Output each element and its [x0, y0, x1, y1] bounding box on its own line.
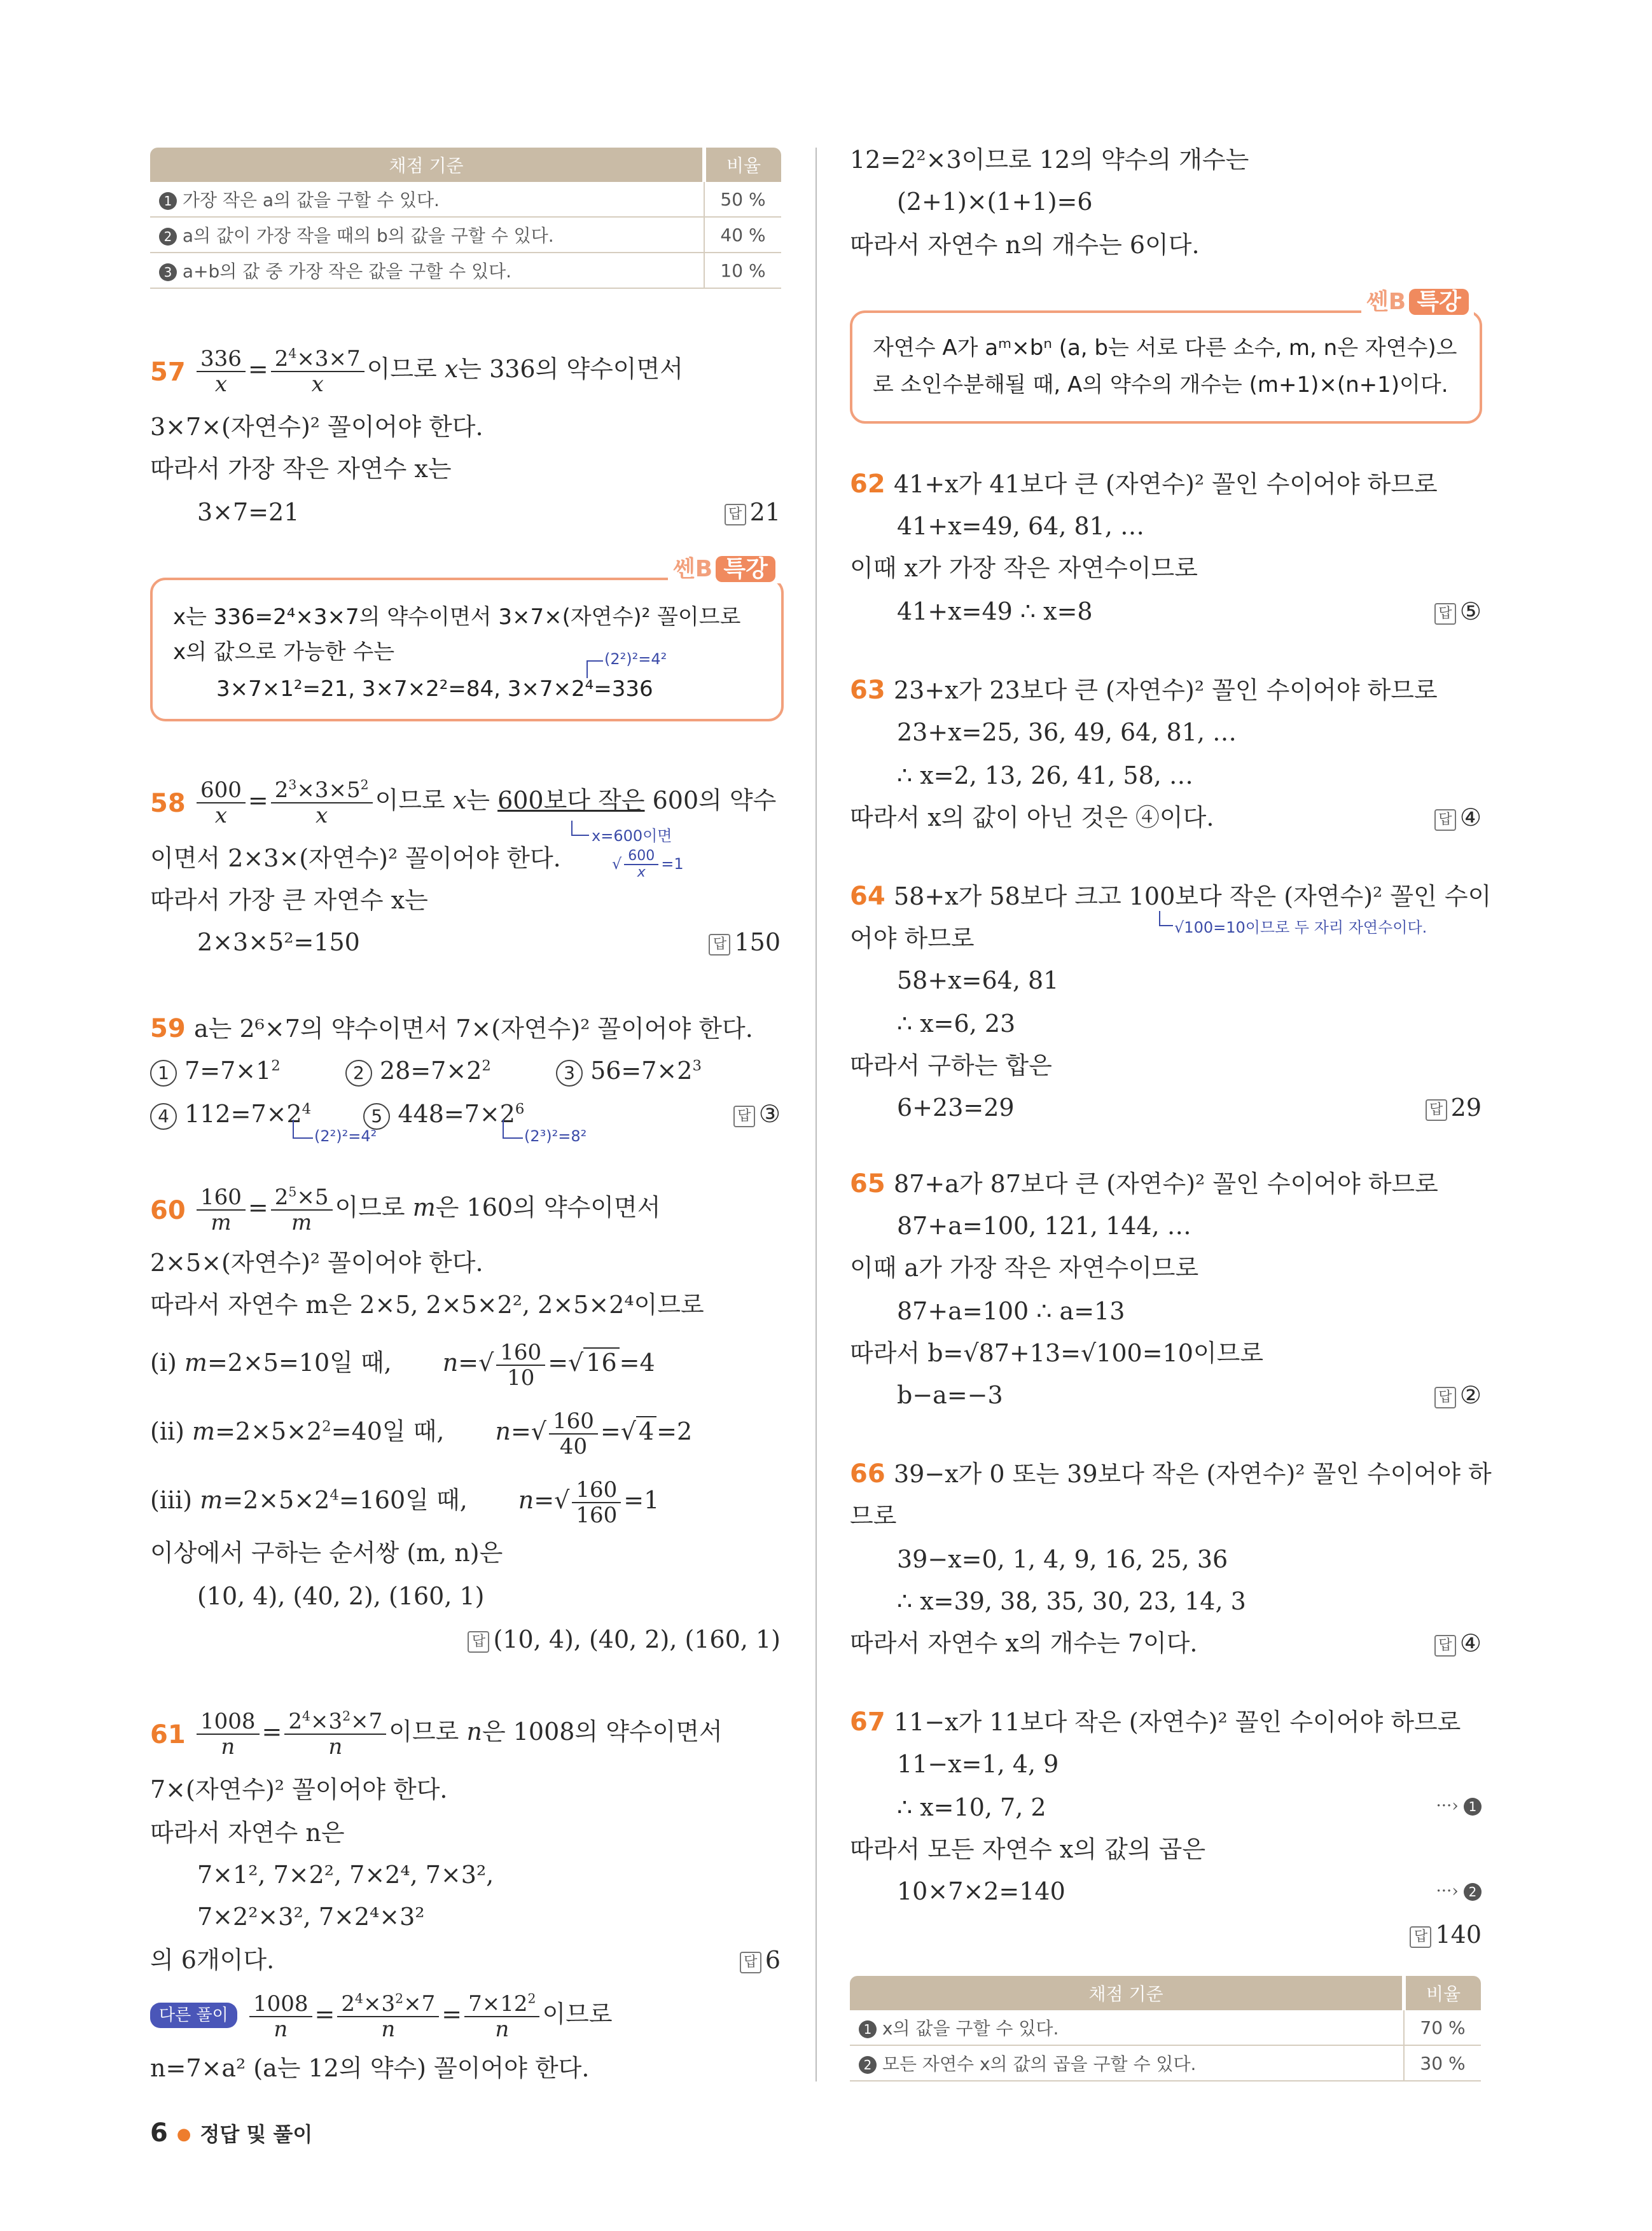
- p64-line5: 따라서 구하는 합은: [850, 1052, 1052, 1080]
- p58-line4: 2×3×5²=150: [197, 928, 360, 956]
- rubric-table-top: [150, 148, 781, 289]
- p61-answer: 답 6: [740, 1945, 781, 1975]
- p61-line3: 따라서 자연수 n은: [150, 1819, 345, 1847]
- rubric-header-label: 채점 기준: [150, 148, 704, 182]
- answer-icon: 답: [733, 1106, 755, 1127]
- p65-line4: 87+a=100 ∴ a=13: [897, 1297, 1125, 1325]
- right-top-line3: 따라서 자연수 n의 개수는 6이다.: [850, 231, 1200, 259]
- rubric-row-text: a+b의 값 중 가장 작은 값을 구할 수 있다.: [182, 261, 512, 282]
- p60-line8: (10, 4), (40, 2), (160, 1): [197, 1582, 485, 1610]
- p66-line1: 39−x가 0 또는 39보다 작은 (자연수)² 꼴인 수이어야 하: [894, 1460, 1492, 1488]
- rubric-header-ratio: 비율: [1404, 1976, 1481, 2010]
- problem-number: 57: [150, 358, 186, 387]
- rubric-row-ratio: 30 %: [1404, 2045, 1481, 2081]
- p57-line2: 3×7×(자연수)² 꼴이어야 한다.: [150, 413, 483, 441]
- p67-line2: 11−x=1, 4, 9: [897, 1750, 1059, 1778]
- tip2-line1: 자연수 A가 aᵐ×bⁿ (a, b는 서로 다른 소수, m, n은 자연수)으: [873, 335, 1457, 361]
- p59-answer: 답 ③: [733, 1099, 781, 1129]
- rubric-row-ratio: 10 %: [704, 253, 781, 288]
- p67-answer: 답 140: [1410, 1920, 1482, 1949]
- problem-number: 63: [850, 676, 885, 705]
- p59-note-b: (2³)²=8²: [524, 1127, 587, 1145]
- problem-number: 64: [850, 882, 885, 911]
- p58-line1: $\frac{600}{x}$ = $\frac{2^3\times 3\times 5^2}{x}$ 이므로 x는 600보다 작은 600의 약수: [194, 775, 776, 828]
- right-top-line1: 12=2²×3이므로 12의 약수의 개수는: [850, 146, 1249, 174]
- p61-line2: 7×(자연수)² 꼴이어야 한다.: [150, 1776, 448, 1804]
- rubric-header-label: 채점 기준: [850, 1976, 1404, 2010]
- p64-line4: ∴ x=6, 23: [897, 1010, 1016, 1038]
- answer-icon: 답: [740, 1952, 761, 1973]
- answer-icon: 답: [1434, 603, 1456, 625]
- p65-answer: 답 ②: [1434, 1380, 1482, 1410]
- answer-icon: 답: [709, 934, 730, 956]
- p67-line5: 10×7×2=140: [897, 1877, 1065, 1905]
- p60-line7: 이상에서 구하는 순서쌍 (m, n)은: [150, 1539, 503, 1567]
- p66-line2: 므로: [850, 1502, 897, 1530]
- rubric-row: [850, 2045, 1481, 2081]
- problem-number: 60: [150, 1196, 186, 1225]
- rubric-table-bottom: [850, 1976, 1481, 2082]
- problem-number: 61: [150, 1720, 186, 1749]
- rubric-row: [850, 2010, 1481, 2045]
- tip2-line2: 로 소인수분해될 때, A의 약수의 개수는 (m+1)×(n+1)이다.: [873, 372, 1448, 398]
- p60-case2: (ⅱ) $m=2\times 5\times 2^2=40$일 때, n=√ $\frac{160}{40}$ =√ 4 =2: [150, 1408, 693, 1459]
- answer-icon: 답: [1410, 1926, 1431, 1948]
- p60-line3: 따라서 자연수 m은 2×5, 2×5×2², 2×5×2⁴이므로: [150, 1291, 704, 1319]
- answer-icon: 답: [468, 1631, 489, 1653]
- tip-tag-text-2: 특강: [1409, 289, 1469, 315]
- p62-line4: 41+x=49 ∴ x=8: [897, 597, 1093, 625]
- p60-answer: 답 (10, 4), (40, 2), (160, 1): [468, 1625, 781, 1654]
- problem-number: 65: [850, 1169, 885, 1199]
- p67-line3: ∴ x=10, 7, 2: [897, 1793, 1046, 1821]
- p57-line1: $\frac{336}{x}$ = $\frac{2^4\times 3\times 7}{x}$ 이므로 x는 336의 약수이면서: [194, 344, 683, 396]
- p59-note-line-a: [293, 1120, 313, 1139]
- p63-line3: ∴ x=2, 13, 26, 41, 58, …: [897, 761, 1193, 789]
- tip-tag-1: [668, 551, 781, 583]
- p67-line4: 따라서 모든 자연수 x의 값의 곱은: [850, 1835, 1206, 1863]
- rubric-row-text: 모든 자연수 x의 값의 곱을 구할 수 있다.: [882, 2054, 1197, 2075]
- p58-note-line: [571, 821, 589, 836]
- page-number: 6: [150, 2118, 168, 2148]
- problem-number: 58: [150, 789, 186, 818]
- tip-tag-2: [1361, 284, 1474, 316]
- rubric-row-text: 가장 작은 a의 값을 구할 수 있다.: [182, 190, 440, 211]
- alt-solution-badge: 다른 풀이: [150, 2003, 237, 2028]
- p60-case1: (ⅰ) m=2×5=10일 때, n=√ $\frac{160}{10}$ =√ 16 =4: [150, 1339, 655, 1391]
- rubric-row-ratio: 70 %: [1404, 2010, 1481, 2045]
- p64-line1: 58+x가 58보다 크고 100보다 작은 (자연수)² 꼴인 수이: [894, 882, 1492, 910]
- tip-tag-text-1: 쎈B: [1366, 289, 1406, 315]
- p64-line2: 어야 하므로: [850, 924, 975, 952]
- p63-answer: 답 ④: [1434, 803, 1482, 832]
- step-marker-2: 2: [1464, 1883, 1482, 1901]
- p64-note-line: [1159, 911, 1173, 926]
- rubric-row: [150, 253, 781, 288]
- p59-choices-row1: 1 $7=7\times 1^2$ 2 $28=7\times 2^2$ 3 $56=7\times 2^3$: [150, 1056, 702, 1087]
- step-marker-2: 2: [159, 228, 177, 246]
- rubric-row-ratio: 50 %: [704, 182, 781, 217]
- p62-line3: 이때 x가 가장 작은 자연수이므로: [850, 554, 1198, 582]
- p62-line2: 41+x=49, 64, 81, …: [897, 512, 1144, 540]
- tip1-note: (2²)²=4²: [604, 650, 667, 668]
- p65-line5: 따라서 b=√87+13=√100=10이므로: [850, 1339, 1264, 1367]
- p66-line5: 따라서 자연수 x의 개수는 7이다.: [850, 1629, 1198, 1657]
- step-marker-1: 1: [1464, 1798, 1482, 1816]
- answer-icon: 답: [725, 504, 746, 525]
- step-marker-1: 1: [159, 192, 177, 210]
- p61-alt-line: $\frac{1008}{n}$ = $\frac{2^4\times 3^2\times 7}{n}$ = $\frac{7\times 12^2}{n}$ 이므로: [247, 1989, 613, 2041]
- step-pointer-1: ···› 1: [1436, 1797, 1482, 1816]
- p61-line8: n=7×a² (a는 12의 약수) 꼴이어야 한다.: [150, 2054, 590, 2082]
- p58-line3: 따라서 가장 큰 자연수 x는: [150, 886, 428, 914]
- p63-line4: 따라서 x의 값이 아닌 것은 ④이다.: [850, 803, 1214, 831]
- p66-answer: 답 ④: [1434, 1629, 1482, 1658]
- p65-line1: 87+a가 87보다 큰 (자연수)² 꼴인 수이어야 하므로: [894, 1170, 1438, 1198]
- step-marker-3: 3: [159, 263, 177, 281]
- tip1-line2: x의 값으로 가능한 수는: [173, 639, 395, 665]
- tip-tag-text-1: 쎈B: [673, 556, 713, 582]
- problem-number: 62: [850, 469, 885, 499]
- p62-answer: 답 ⑤: [1434, 597, 1482, 626]
- tip-box-2: [850, 310, 1482, 424]
- step-marker-1: 1: [859, 2020, 877, 2038]
- tip1-line3: 3×7×1²=21, 3×7×2²=84, 3×7×2⁴=336: [216, 676, 653, 702]
- p64-line6: 6+23=29: [897, 1094, 1015, 1122]
- p57-line3: 따라서 가장 작은 자연수 x는: [150, 455, 452, 483]
- p59-note-a: (2²)²=4²: [314, 1127, 377, 1145]
- p58-note-sqrt: √ $\frac{600}{x}$ =1: [612, 848, 684, 880]
- p61-line6: 의 6개이다.: [150, 1946, 275, 1974]
- rubric-row-ratio: 40 %: [704, 217, 781, 253]
- p62-line1: 41+x가 41보다 큰 (자연수)² 꼴인 수이어야 하므로: [894, 470, 1438, 498]
- rubric-row-text: a의 값이 가장 작을 때의 b의 값을 구할 수 있다.: [182, 225, 554, 246]
- p61-line1: $\frac{1008}{n}$ = $\frac{2^4\times 3^2\times 7}{n}$ 이므로 n은 1008의 약수이면서: [194, 1706, 723, 1759]
- p64-line3: 58+x=64, 81: [897, 966, 1059, 994]
- p65-line3: 이때 a가 가장 작은 자연수이므로: [850, 1254, 1199, 1282]
- tip-tag-text-2: 특강: [716, 556, 775, 582]
- step-marker-2: 2: [859, 2056, 877, 2074]
- step-pointer-2: ···› 2: [1436, 1882, 1482, 1901]
- p57-line4: 3×7=21: [197, 498, 300, 526]
- p63-line1: 23+x가 23보다 큰 (자연수)² 꼴인 수이어야 하므로: [894, 676, 1438, 704]
- p61-line4: 7×1², 7×2², 7×2⁴, 7×3²,: [197, 1861, 494, 1889]
- p60-line1: $\frac{160}{m}$ = $\frac{2^5\times 5}{m}$ 이므로 m은 160의 약수이면서: [194, 1182, 660, 1235]
- footer-bullet: ●: [176, 2125, 191, 2144]
- p58-line2: 이면서 2×3×(자연수)² 꼴이어야 한다.: [150, 844, 561, 872]
- p58-answer: 답 150: [709, 928, 781, 957]
- p59-line1: a는 2⁶×7의 약수이면서 7×(자연수)² 꼴이어야 한다.: [194, 1015, 753, 1043]
- problem-number: 59: [150, 1014, 186, 1043]
- p57-answer: 답 21: [725, 497, 781, 527]
- p66-line4: ∴ x=39, 38, 35, 30, 23, 14, 3: [897, 1587, 1246, 1615]
- p60-case3: (ⅲ) $m=2\times 5\times 2^4=160$일 때, n=√ $\frac{160}{160}$ =1: [150, 1477, 660, 1528]
- p58-note: x=600이면: [592, 827, 672, 845]
- rubric-row-text: x의 값을 구할 수 있다.: [882, 2018, 1059, 2039]
- answer-icon: 답: [1434, 809, 1456, 831]
- rubric-row: [150, 182, 781, 217]
- answer-icon: 답: [1426, 1099, 1447, 1121]
- rubric-row: [150, 217, 781, 253]
- p65-line2: 87+a=100, 121, 144, …: [897, 1212, 1191, 1240]
- p66-line3: 39−x=0, 1, 4, 9, 16, 25, 36: [897, 1545, 1228, 1573]
- answer-icon: 답: [1434, 1387, 1456, 1408]
- p64-answer: 답 29: [1426, 1093, 1482, 1122]
- p67-line1: 11−x가 11보다 작은 (자연수)² 꼴인 수이어야 하므로: [894, 1708, 1461, 1736]
- p60-line2: 2×5×(자연수)² 꼴이어야 한다.: [150, 1249, 483, 1277]
- p61-line5: 7×2²×3², 7×2⁴×3²: [197, 1903, 425, 1931]
- p63-line2: 23+x=25, 36, 49, 64, 81, …: [897, 718, 1237, 746]
- problem-number: 67: [850, 1707, 885, 1737]
- tip1-line1: x는 336=2⁴×3×7의 약수이면서 3×7×(자연수)² 꼴이므로: [173, 604, 741, 630]
- page-footer: [150, 2118, 312, 2148]
- answer-icon: 답: [1434, 1635, 1456, 1657]
- right-top-line2: (2+1)×(1+1)=6: [897, 188, 1093, 216]
- column-divider: [816, 148, 817, 2082]
- footer-title: 정답 및 풀이: [200, 2122, 313, 2146]
- p59-note-line-b: [503, 1120, 523, 1139]
- problem-number: 66: [850, 1459, 885, 1489]
- p64-note: √100=10이므로 두 자리 자연수이다.: [1174, 919, 1427, 936]
- p65-line6: b−a=−3: [897, 1381, 1003, 1409]
- rubric-header-ratio: 비율: [704, 148, 781, 182]
- p59-choices-row2: 4 $112=7\times 2^4$ 5 $448=7\times 2^6$: [150, 1099, 524, 1130]
